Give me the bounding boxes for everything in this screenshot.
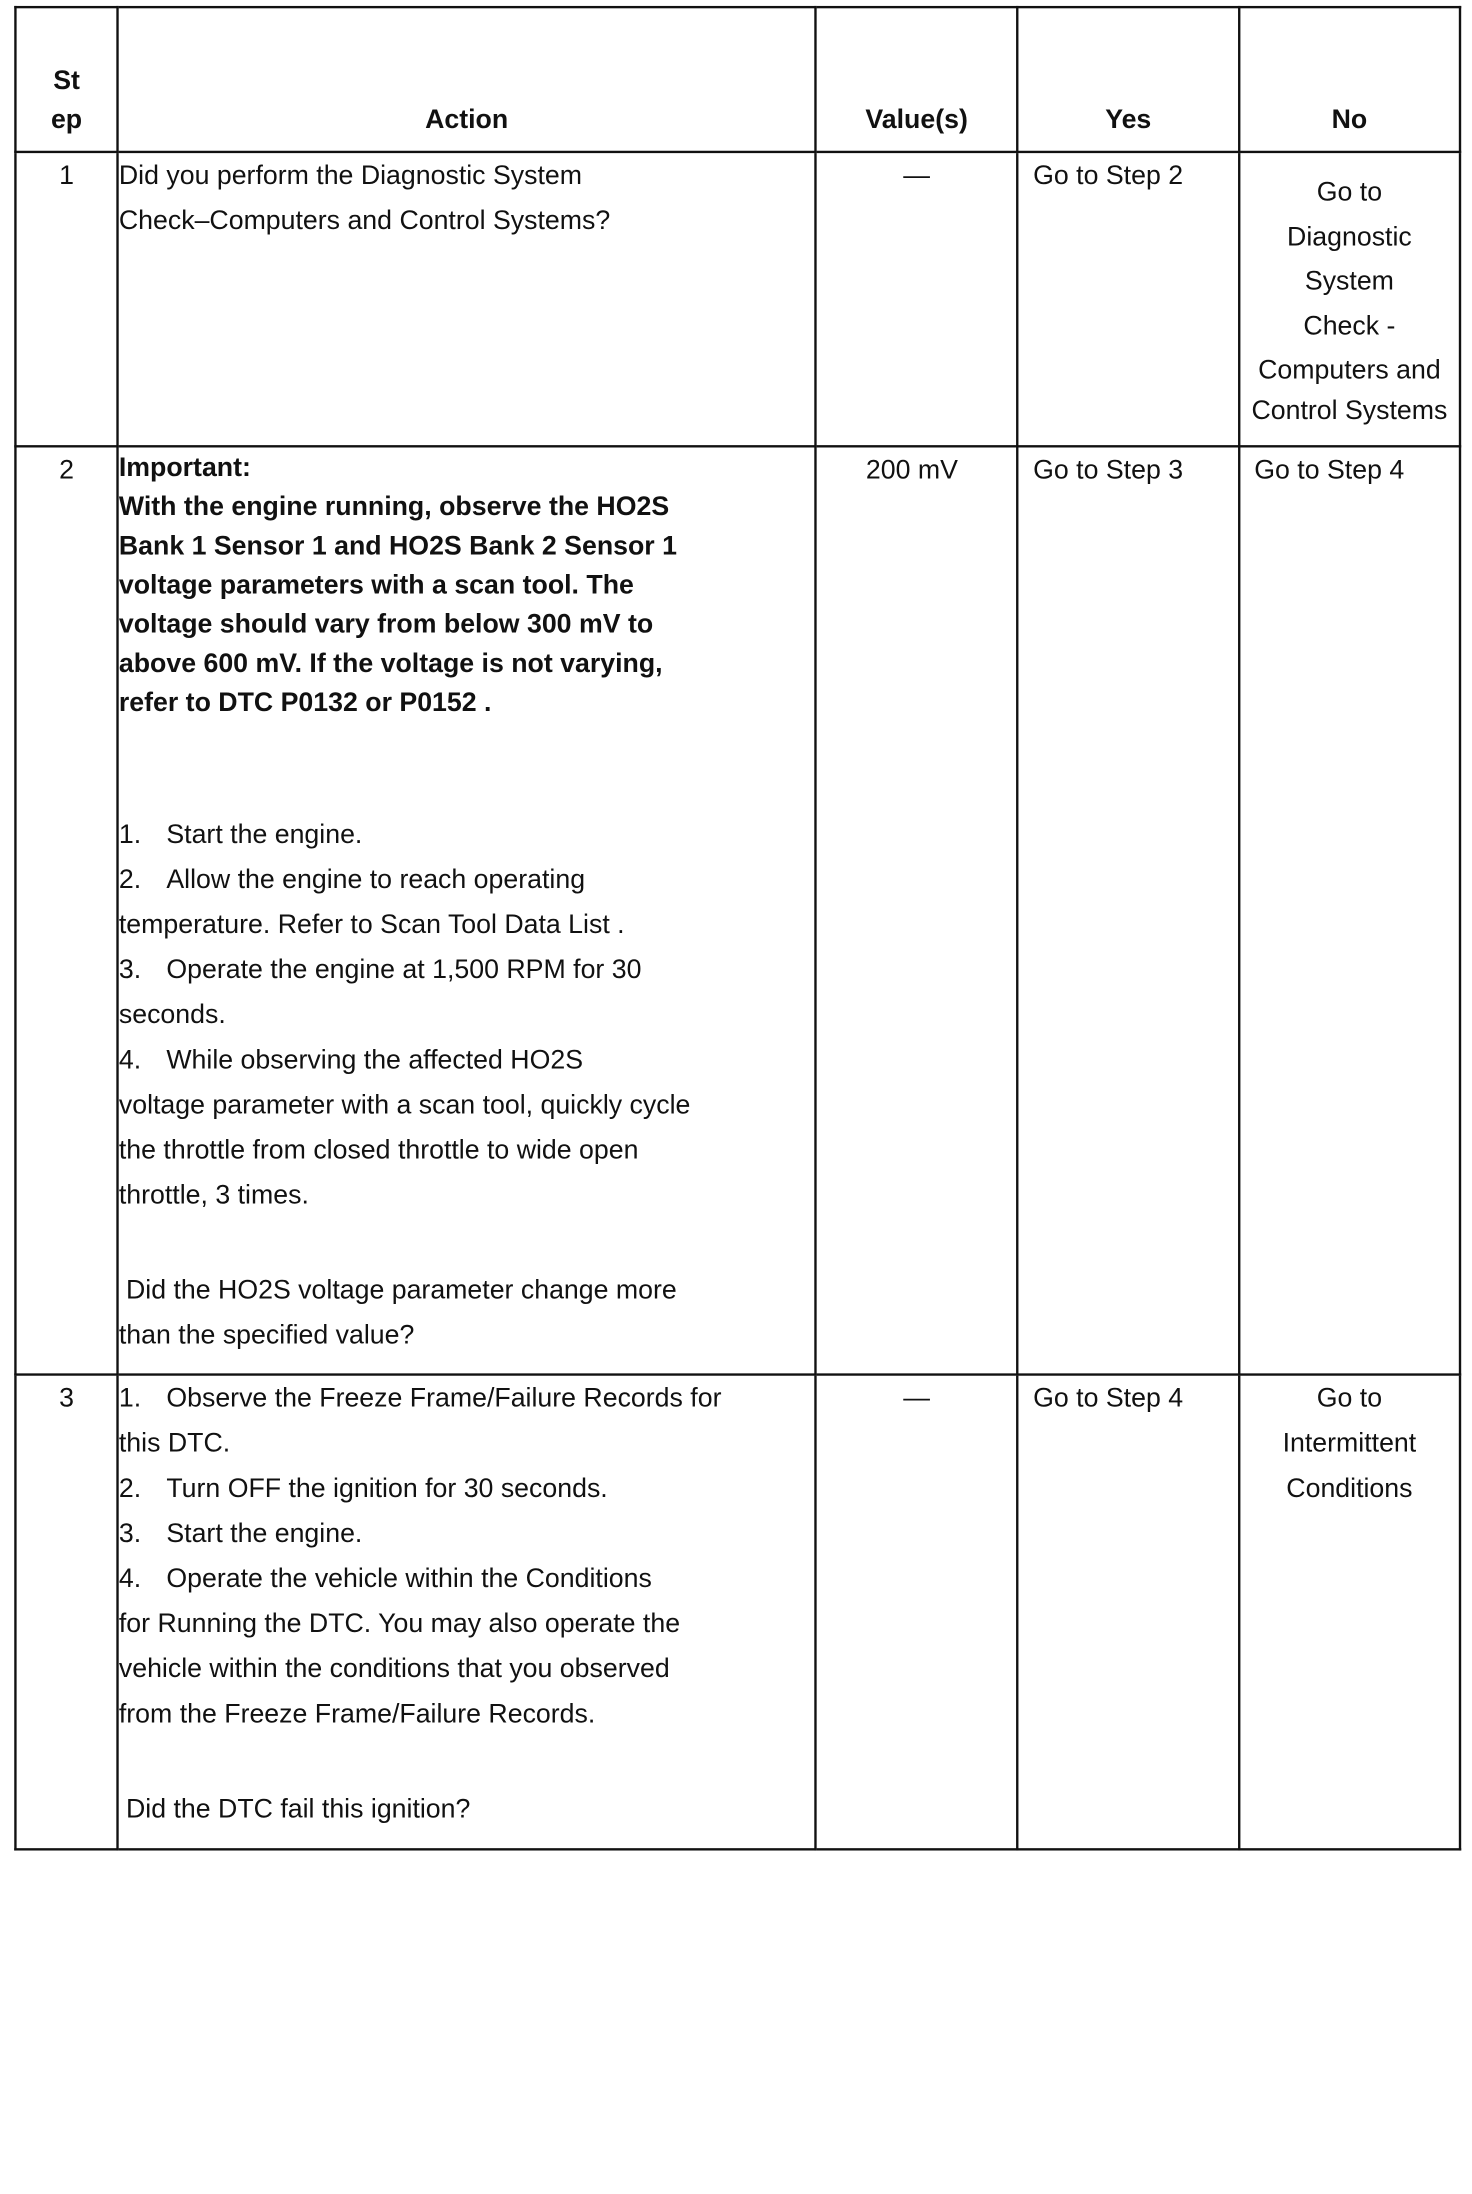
procedure-step-number: 4. (118, 1044, 142, 1075)
no-line: Control Systems (1251, 394, 1448, 425)
spacer (119, 722, 815, 812)
procedure-step-text: While observing the affected HO2S (166, 1044, 584, 1075)
procedure-step-text: Observe the Freeze Frame/Failure Records for (166, 1382, 722, 1413)
procedure-step-text: the throttle from closed throttle to wide open (118, 1134, 639, 1165)
procedure-step-number: 2. (118, 864, 142, 894)
important-line: refer to DTC P0132 or P0152 . (118, 687, 492, 717)
header-yes: Yes (1018, 7, 1239, 152)
procedure-step (119, 1466, 815, 1511)
action-line: Did you perform the Diagnostic System (118, 160, 583, 190)
no-cell (1239, 1375, 1460, 1850)
procedure-step (119, 812, 815, 857)
no-line: Intermittent (1282, 1427, 1417, 1458)
procedure-step-text: voltage parameter with a scan tool, quickly cycle (118, 1089, 691, 1120)
no-line: Check - (1303, 310, 1396, 341)
procedure-step-text: throttle, 3 times. (118, 1179, 309, 1210)
procedure-step-text: this DTC. (118, 1427, 231, 1458)
important-note (119, 447, 815, 721)
step-number: 2 (15, 446, 117, 1374)
procedure-step-text: Operate the vehicle within the Conditions (166, 1563, 652, 1593)
yes-link[interactable]: Go to Step 4 (1033, 1382, 1184, 1413)
table-row (15, 152, 1460, 446)
header-no: No (1239, 7, 1460, 152)
no-line: System (1304, 265, 1394, 296)
no-cell (1239, 446, 1460, 1374)
step-number: 3 (15, 1375, 117, 1850)
procedure-step-text: Start the engine. (166, 1518, 363, 1548)
procedure-step (119, 1511, 815, 1556)
spacer (119, 1218, 815, 1268)
action-line: Check–Computers and Control Systems? (118, 205, 611, 236)
no-line: Diagnostic (1287, 221, 1412, 252)
procedure-step-text: Turn OFF the ignition for 30 seconds. (166, 1473, 608, 1503)
procedure-step-text: seconds. (118, 999, 226, 1030)
header-step (15, 7, 117, 152)
procedure-step-number: 1. (118, 819, 142, 849)
procedure-step-text: for Running the DTC. You may also operate the (118, 1608, 681, 1639)
important-line: Bank 1 Sensor 1 and HO2S Bank 2 Sensor 1 (118, 530, 677, 561)
important-line: With the engine running, observe the HO2S (118, 491, 670, 522)
important-line: Important: (118, 452, 251, 482)
important-line: voltage should vary from below 300 mV to (118, 608, 654, 639)
value-cell: — (816, 152, 1018, 446)
procedure-step-text: Operate the engine at 1,500 RPM for 30 (166, 954, 642, 985)
procedure-step (119, 857, 815, 902)
table-row (15, 1375, 1460, 1850)
no-link[interactable]: Go to Step 4 (1254, 454, 1405, 485)
step-number: 1 (15, 152, 117, 446)
question-line: Did the DTC fail this ignition? (125, 1793, 471, 1824)
question-line: than the specified value? (118, 1319, 415, 1350)
important-line: above 600 mV. If the voltage is not varying, (118, 648, 663, 678)
procedure-step-number: 1. (118, 1382, 142, 1413)
no-line: Computers and (1258, 354, 1441, 385)
header-value: Value(s) (816, 7, 1018, 152)
procedure-step (119, 947, 815, 992)
yes-link[interactable]: Go to Step 2 (1033, 160, 1184, 190)
table-header-row (15, 7, 1460, 152)
header-action: Action (118, 7, 816, 152)
procedure-step-number: 3. (118, 1518, 142, 1548)
procedure-step-text: temperature. Refer to Scan Tool Data List . (118, 909, 625, 939)
action-cell (118, 152, 816, 446)
procedure-step-number: 3. (118, 954, 142, 985)
table-row (15, 446, 1460, 1374)
procedure-step-text: Start the engine. (166, 819, 363, 849)
yes-link[interactable]: Go to Step 3 (1033, 454, 1184, 485)
procedure-step-text: vehicle within the conditions that you observed (118, 1653, 670, 1684)
yes-cell (1018, 446, 1239, 1374)
action-cell (118, 1375, 816, 1850)
no-line: Go to (1316, 1382, 1383, 1413)
no-link[interactable] (1240, 170, 1459, 428)
action-cell (118, 446, 816, 1374)
no-link[interactable] (1240, 1376, 1459, 1511)
procedure-step (119, 1556, 815, 1601)
procedure-step (119, 1037, 815, 1082)
header-step-text: St ep (50, 65, 83, 135)
important-line: voltage parameters with a scan tool. The (118, 569, 634, 600)
yes-cell (1018, 152, 1239, 446)
procedure-step-text: from the Freeze Frame/Failure Records. (118, 1698, 596, 1729)
question-line: Did the HO2S voltage parameter change more (125, 1274, 677, 1305)
no-line: Conditions (1286, 1473, 1413, 1503)
spacer (119, 1737, 815, 1787)
procedure-step-text: Allow the engine to reach operating (166, 864, 586, 894)
value-cell (816, 446, 1018, 1374)
procedure-step-number: 4. (118, 1563, 142, 1593)
value-text: 200 mV (865, 454, 958, 485)
no-cell (1239, 152, 1460, 446)
procedure-step-number: 2. (118, 1473, 142, 1503)
diagnostic-table (14, 6, 1461, 1851)
procedure-step (119, 1376, 815, 1421)
no-line: Go to (1316, 176, 1383, 207)
value-cell: — (816, 1375, 1018, 1850)
yes-cell (1018, 1375, 1239, 1850)
